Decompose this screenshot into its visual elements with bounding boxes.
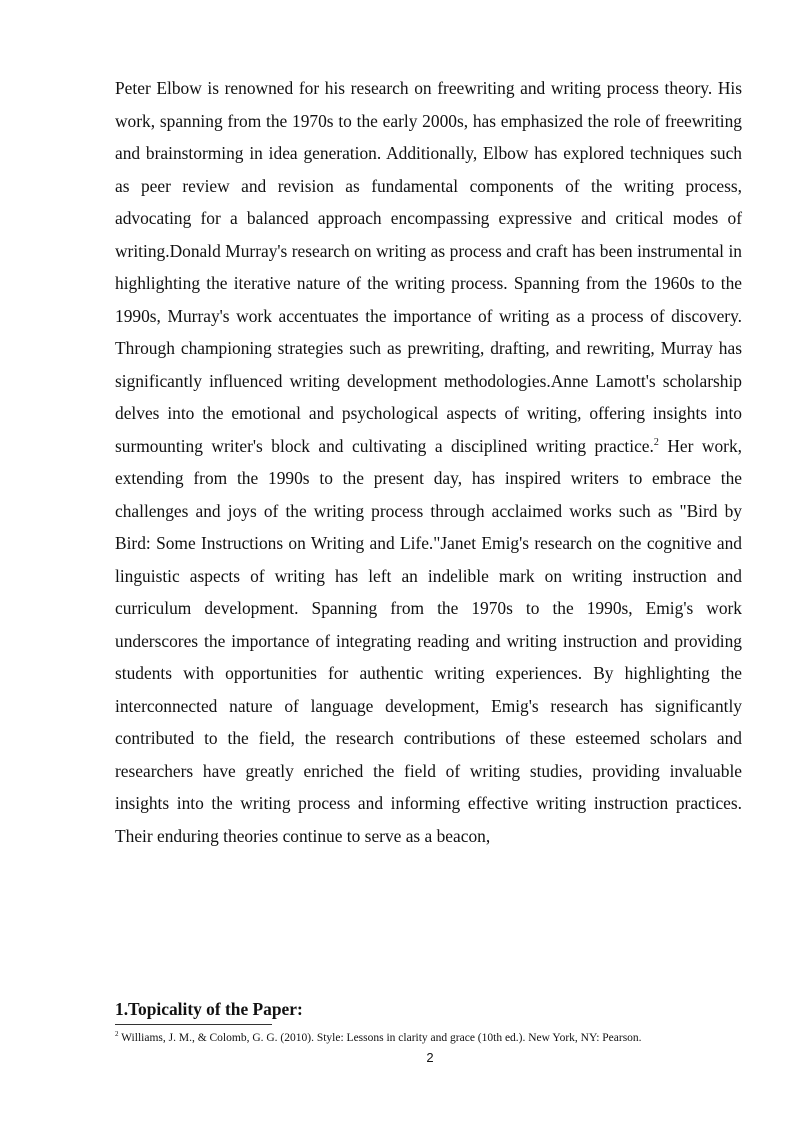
footnote	[115, 1030, 755, 1046]
footnote-reference[interactable]: 2	[653, 436, 659, 448]
paragraph-text-part-1: Peter Elbow is renowned for his research on freewriting and writing process theory. His work, spanning from the 1970s to the early 2000s, has emphasized the role of freewriting and brainstorming in idea generation. Additionally, Elbow has explored techniques such as peer review and revision as fundamental components of the writing process, advocating for a balanced approach encompassing expressive and critical modes of writing.Donald Murray's research on writing as process and craft has been instrumental in highlighting the iterative nature of the writing process. Spanning from the 1960s to the 1990s, Murray's work accentuates the importance of writing as a process of discovery. Through championing strategies such as prewriting, drafting, and rewriting, Murray has significantly influenced writing development methodologies.Anne Lamott's scholarship delves into the emotional and psychological aspects of writing, offering insights into surmounting writer's block and cultivating a disciplined writing practice.	[115, 78, 742, 456]
body-paragraph	[115, 72, 742, 852]
paragraph-text-part-2: Her work, extending from the 1990s to the present day, has inspired writers to embrace the challenges and joys of the writing process through acclaimed works such as "Bird by Bird: Some Instructions on Writing and Life."Janet Emig's research on the cognitive and linguistic aspects of writing has left an indelible mark on writing instruction and curriculum development. Spanning from the 1970s to the 1990s, Emig's work underscores the importance of integrating reading and writing instruction and providing students with opportunities for authentic writing experiences. By highlighting the interconnected nature of language development, Emig's research has significantly contributed to the field, the research contributions of these esteemed scholars and researchers have greatly enriched the field of writing studies, providing invaluable insights into the writing process and informing effective writing instruction practices. Their enduring theories continue to serve as a beacon,	[115, 435, 742, 846]
page-number: 2	[426, 1050, 434, 1065]
footnote-text: Williams, J. M., & Colomb, G. G. (2010). Style: Lessons in clarity and grace (10th ed.). New York, NY: Pearson.	[118, 1032, 642, 1044]
footnote-separator	[115, 1024, 272, 1025]
section-heading: 1.Topicality of the Paper:	[115, 999, 303, 1019]
footnote-number: 2	[115, 1030, 119, 1039]
